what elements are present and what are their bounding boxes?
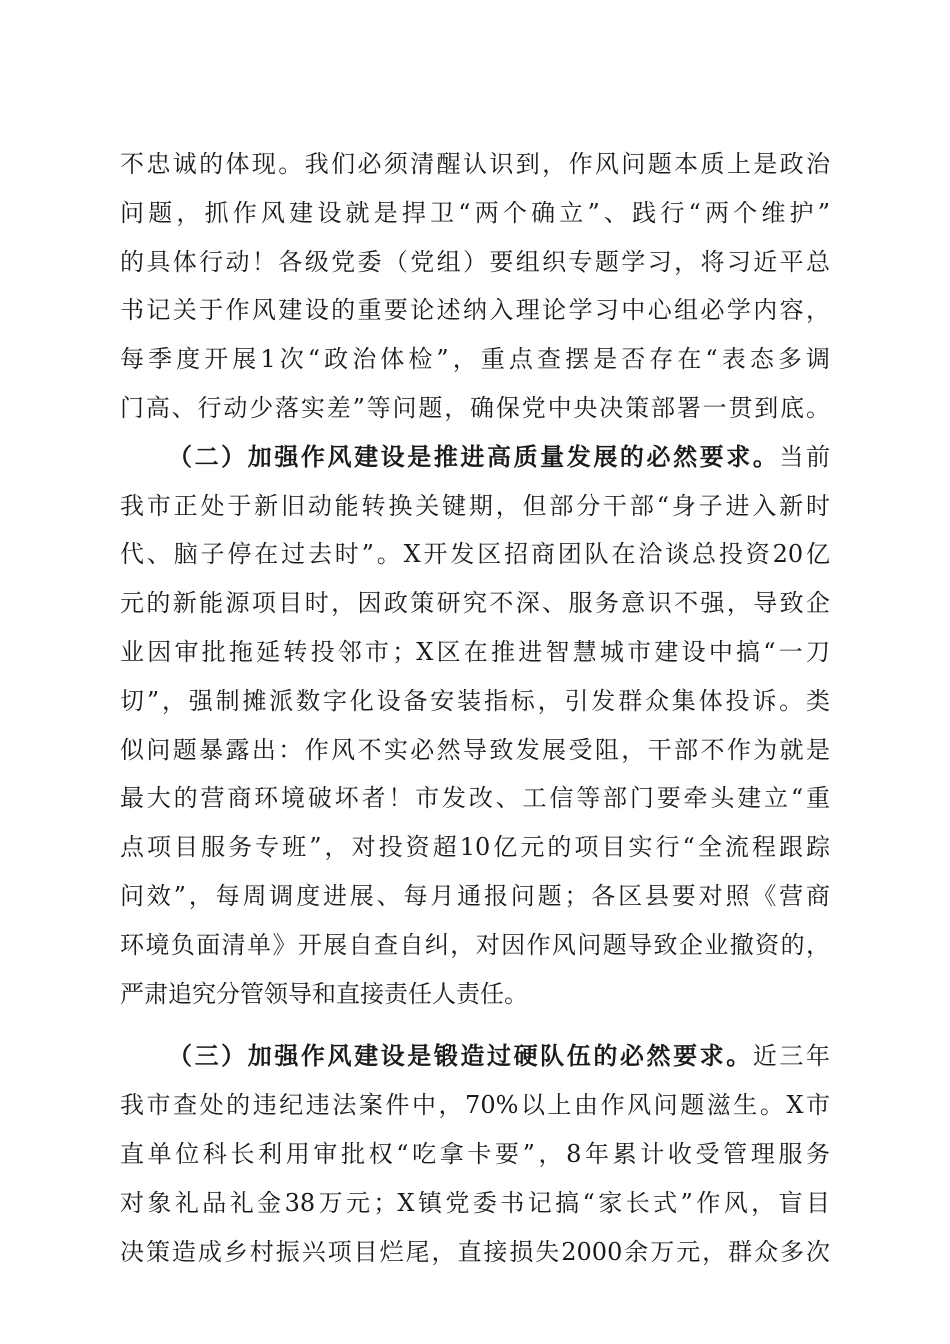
paragraph-first-line [120,1032,830,1081]
text-line: 切”，强制摊派数字化设备安装指标，引发群众集体投诉。类 [120,686,830,715]
text-line: 门高、行动少落实差”等问题，确保党中央决策部署一贯到底。 [120,393,830,422]
paragraph-gap [120,1018,830,1032]
text-line: 对象礼品礼金38万元；X镇党委书记搞“家长式”作风，盲目 [120,1188,830,1217]
text-line: 似问题暴露出：作风不实必然导致发展受阻，干部不作为就是 [120,735,830,764]
text-line: 决策造成乡村振兴项目烂尾，直接损失2000余万元，群众多次 [120,1237,830,1266]
body-text [120,140,830,1276]
text-line: 不忠诚的体现。我们必须清醒认识到，作风问题本质上是政治 [120,150,830,178]
text-line: 我市正处于新旧动能转换关键期，但部分干部“身子进入新时 [120,491,830,520]
text-line: 直单位科长利用审批权“吃拿卡要”，8年累计收受管理服务 [120,1139,830,1168]
paragraph-first-line [120,433,830,482]
text-run: 近三年 [752,1042,831,1071]
paragraph [120,140,830,433]
text-line: 代、脑子停在过去时”。X开发区招商团队在洽谈总投资20亿 [120,540,830,569]
paragraph [120,433,830,1019]
text-line: 问题，抓作风建设就是捍卫“两个确立”、践行“两个维护” [120,198,830,227]
section-heading: （三）加强作风建设是锻造过硬队伍的必然要求。 [168,1041,753,1071]
text-line: 元的新能源项目时，因政策研究不深、服务意识不强，导致企 [120,589,830,618]
text-line: 环境负面清单》开展自查自纠，对因作风问题导致企业撤资的， [120,930,830,959]
text-line: 我市查处的违纪违法案件中，70%以上由作风问题滋生。X市 [120,1091,830,1120]
section-heading: （二）加强作风建设是推进高质量发展的必然要求。 [168,441,780,471]
text-line: 每季度开展1次“政治体检”，重点查摆是否存在“表态多调 [120,345,830,374]
text-line: 最大的营商环境破坏者！市发改、工信等部门要牵头建立“重 [120,784,830,813]
text-run: 当前 [779,442,831,471]
text-line: 的具体行动！各级党委（党组）要组织专题学习，将习近平总 [120,247,830,276]
paragraph [120,1032,830,1276]
text-line: 书记关于作风建设的重要论述纳入理论学习中心组必学内容， [120,296,830,325]
text-line: 点项目服务专班”，对投资超10亿元的项目实行“全流程跟踪 [120,833,830,862]
text-line: 严肃追究分管领导和直接责任人责任。 [120,979,528,1008]
text-line: 问效”，每周调度进展、每月通报问题；各区县要对照《营商 [120,881,830,910]
text-line: 业因审批拖延转投邻市；X区在推进智慧城市建设中搞“一刀 [120,637,830,666]
